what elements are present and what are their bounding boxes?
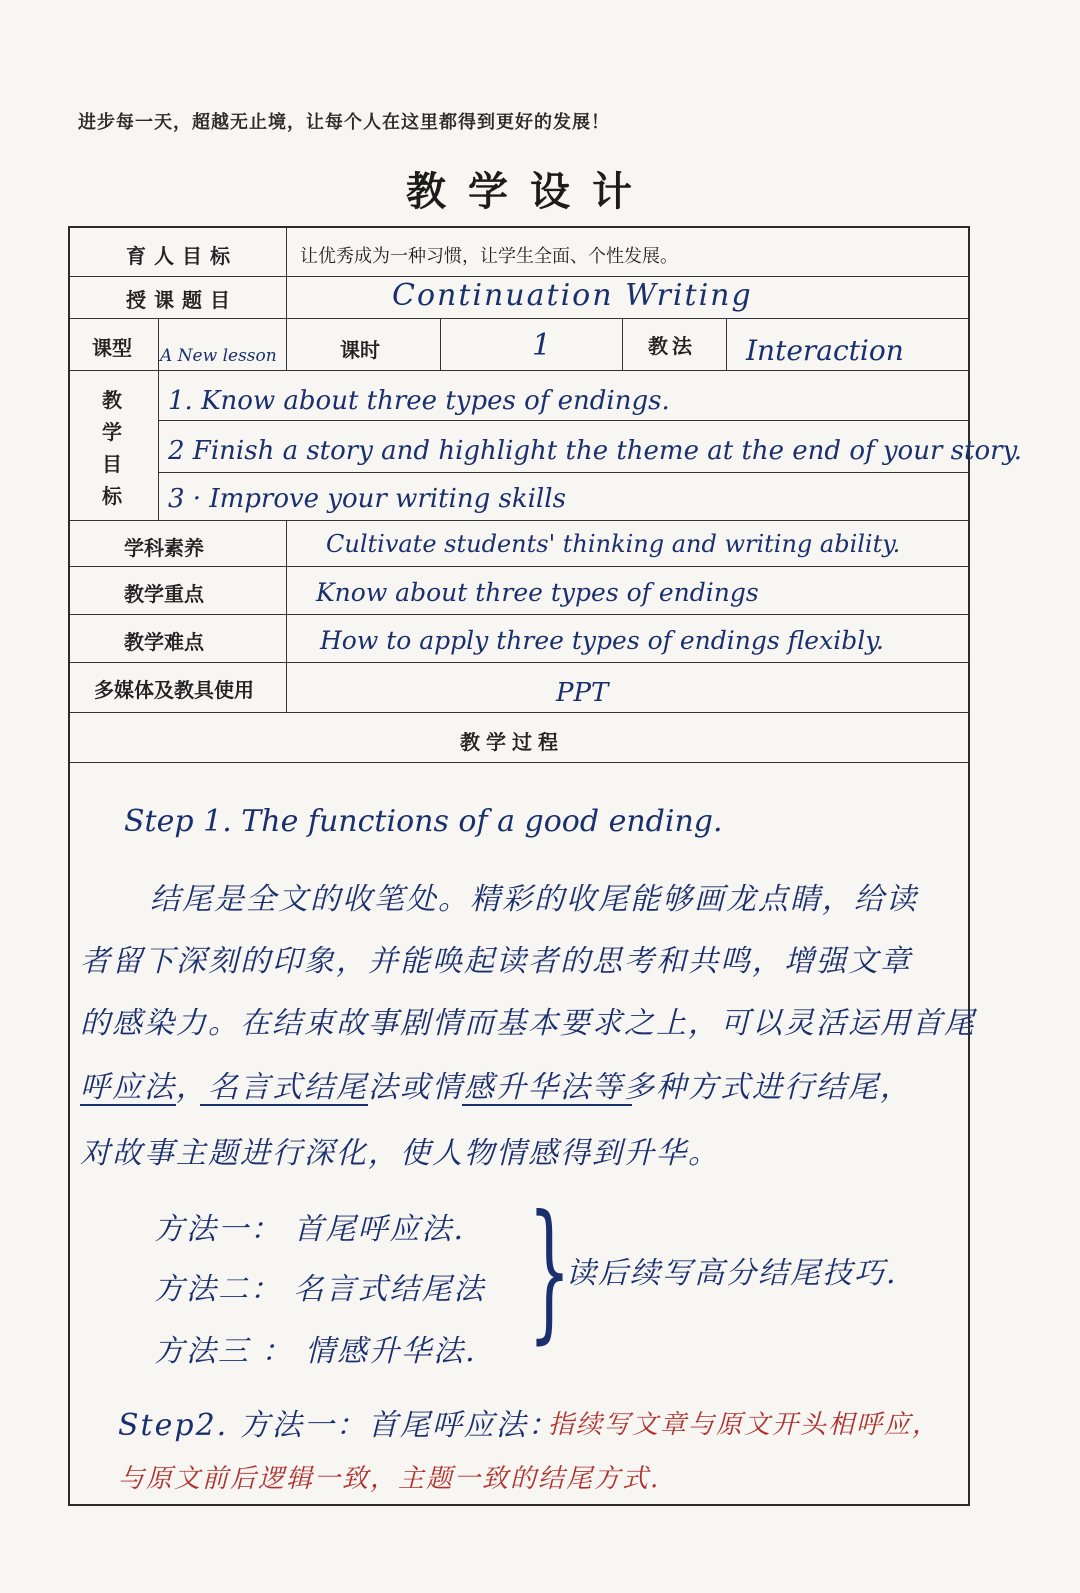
method-item: 方法二： 名言式结尾法	[154, 1272, 486, 1307]
key-point-value: Know about three types of endings	[316, 578, 759, 607]
step1-title: Step 1. The functions of a good ending.	[124, 804, 723, 839]
brace-icon: }	[528, 1184, 571, 1358]
objectives-label-4: 标	[102, 484, 122, 508]
literacy-label: 学科素养	[124, 536, 204, 560]
objective-item: 3 · Improve your writing skills	[168, 484, 566, 514]
objectives-label-1: 教	[102, 388, 122, 412]
topic-value: Continuation Writing	[392, 278, 753, 313]
step2-definition-cont: 与原文前后逻辑一致，主题一致的结尾方式.	[118, 1464, 661, 1494]
method-value: Interaction	[746, 334, 904, 367]
process-header: 教学过程	[460, 730, 564, 754]
motto-header: 进步每一天，超越无止境，让每个人在这里都得到更好的发展！	[78, 112, 610, 133]
method-label: 教法	[648, 334, 696, 358]
lesson-design-table	[68, 226, 1023, 1506]
page-title: 教学设计	[406, 168, 654, 215]
paragraph-line: 结尾是全文的收笔处。精彩的收尾能够画龙点睛，给读	[150, 882, 918, 917]
step2-title: Step2. 方法一：首尾呼应法：	[118, 1408, 560, 1443]
objectives-label-2: 学	[102, 420, 122, 444]
lesson-type-label: 课型	[92, 336, 132, 360]
media-label: 多媒体及教具使用	[94, 678, 254, 702]
paragraph-line: 的感染力。在结束故事剧情而基本要求之上，可以灵活运用首尾	[80, 1006, 976, 1041]
paragraph-line: 呼应法，名言式结尾法或情感升华法等多种方式进行结尾，	[80, 1070, 912, 1105]
step2-definition: 指续写文章与原文开头相呼应，	[548, 1410, 941, 1440]
objective-item: 1. Know about three types of endings.	[168, 386, 670, 416]
media-value: PPT	[556, 678, 609, 708]
paragraph-line: 对故事主题进行深化，使人物情感得到升华。	[80, 1136, 720, 1171]
underline	[462, 1104, 632, 1106]
underline	[200, 1104, 368, 1106]
goal-label: 育人目标	[126, 244, 238, 268]
method-item: 方法一： 首尾呼应法.	[154, 1212, 466, 1247]
methods-note: 读后续写高分结尾技巧.	[566, 1256, 898, 1291]
objective-item: 2 Finish a story and highlight the theme at the end of your story.	[168, 436, 1023, 466]
period-value: 1	[532, 328, 552, 363]
literacy-value: Cultivate students' thinking and writing ability.	[326, 530, 901, 558]
period-label: 课时	[340, 338, 380, 362]
objectives-label-3: 目	[102, 452, 122, 476]
method-item: 方法三 ： 情感升华法.	[154, 1334, 477, 1369]
lesson-type-value: A New lesson	[160, 346, 277, 366]
paragraph-line: 者留下深刻的印象，并能唤起读者的思考和共鸣，增强文章	[80, 944, 912, 979]
topic-label: 授课题目	[126, 288, 238, 312]
key-point-label: 教学重点	[124, 582, 204, 606]
difficulty-label: 教学难点	[124, 630, 204, 654]
goal-value: 让优秀成为一种习惯，让学生全面、个性发展。	[300, 246, 678, 267]
difficulty-value: How to apply three types of endings flexibly.	[320, 626, 884, 655]
underline	[80, 1104, 176, 1106]
